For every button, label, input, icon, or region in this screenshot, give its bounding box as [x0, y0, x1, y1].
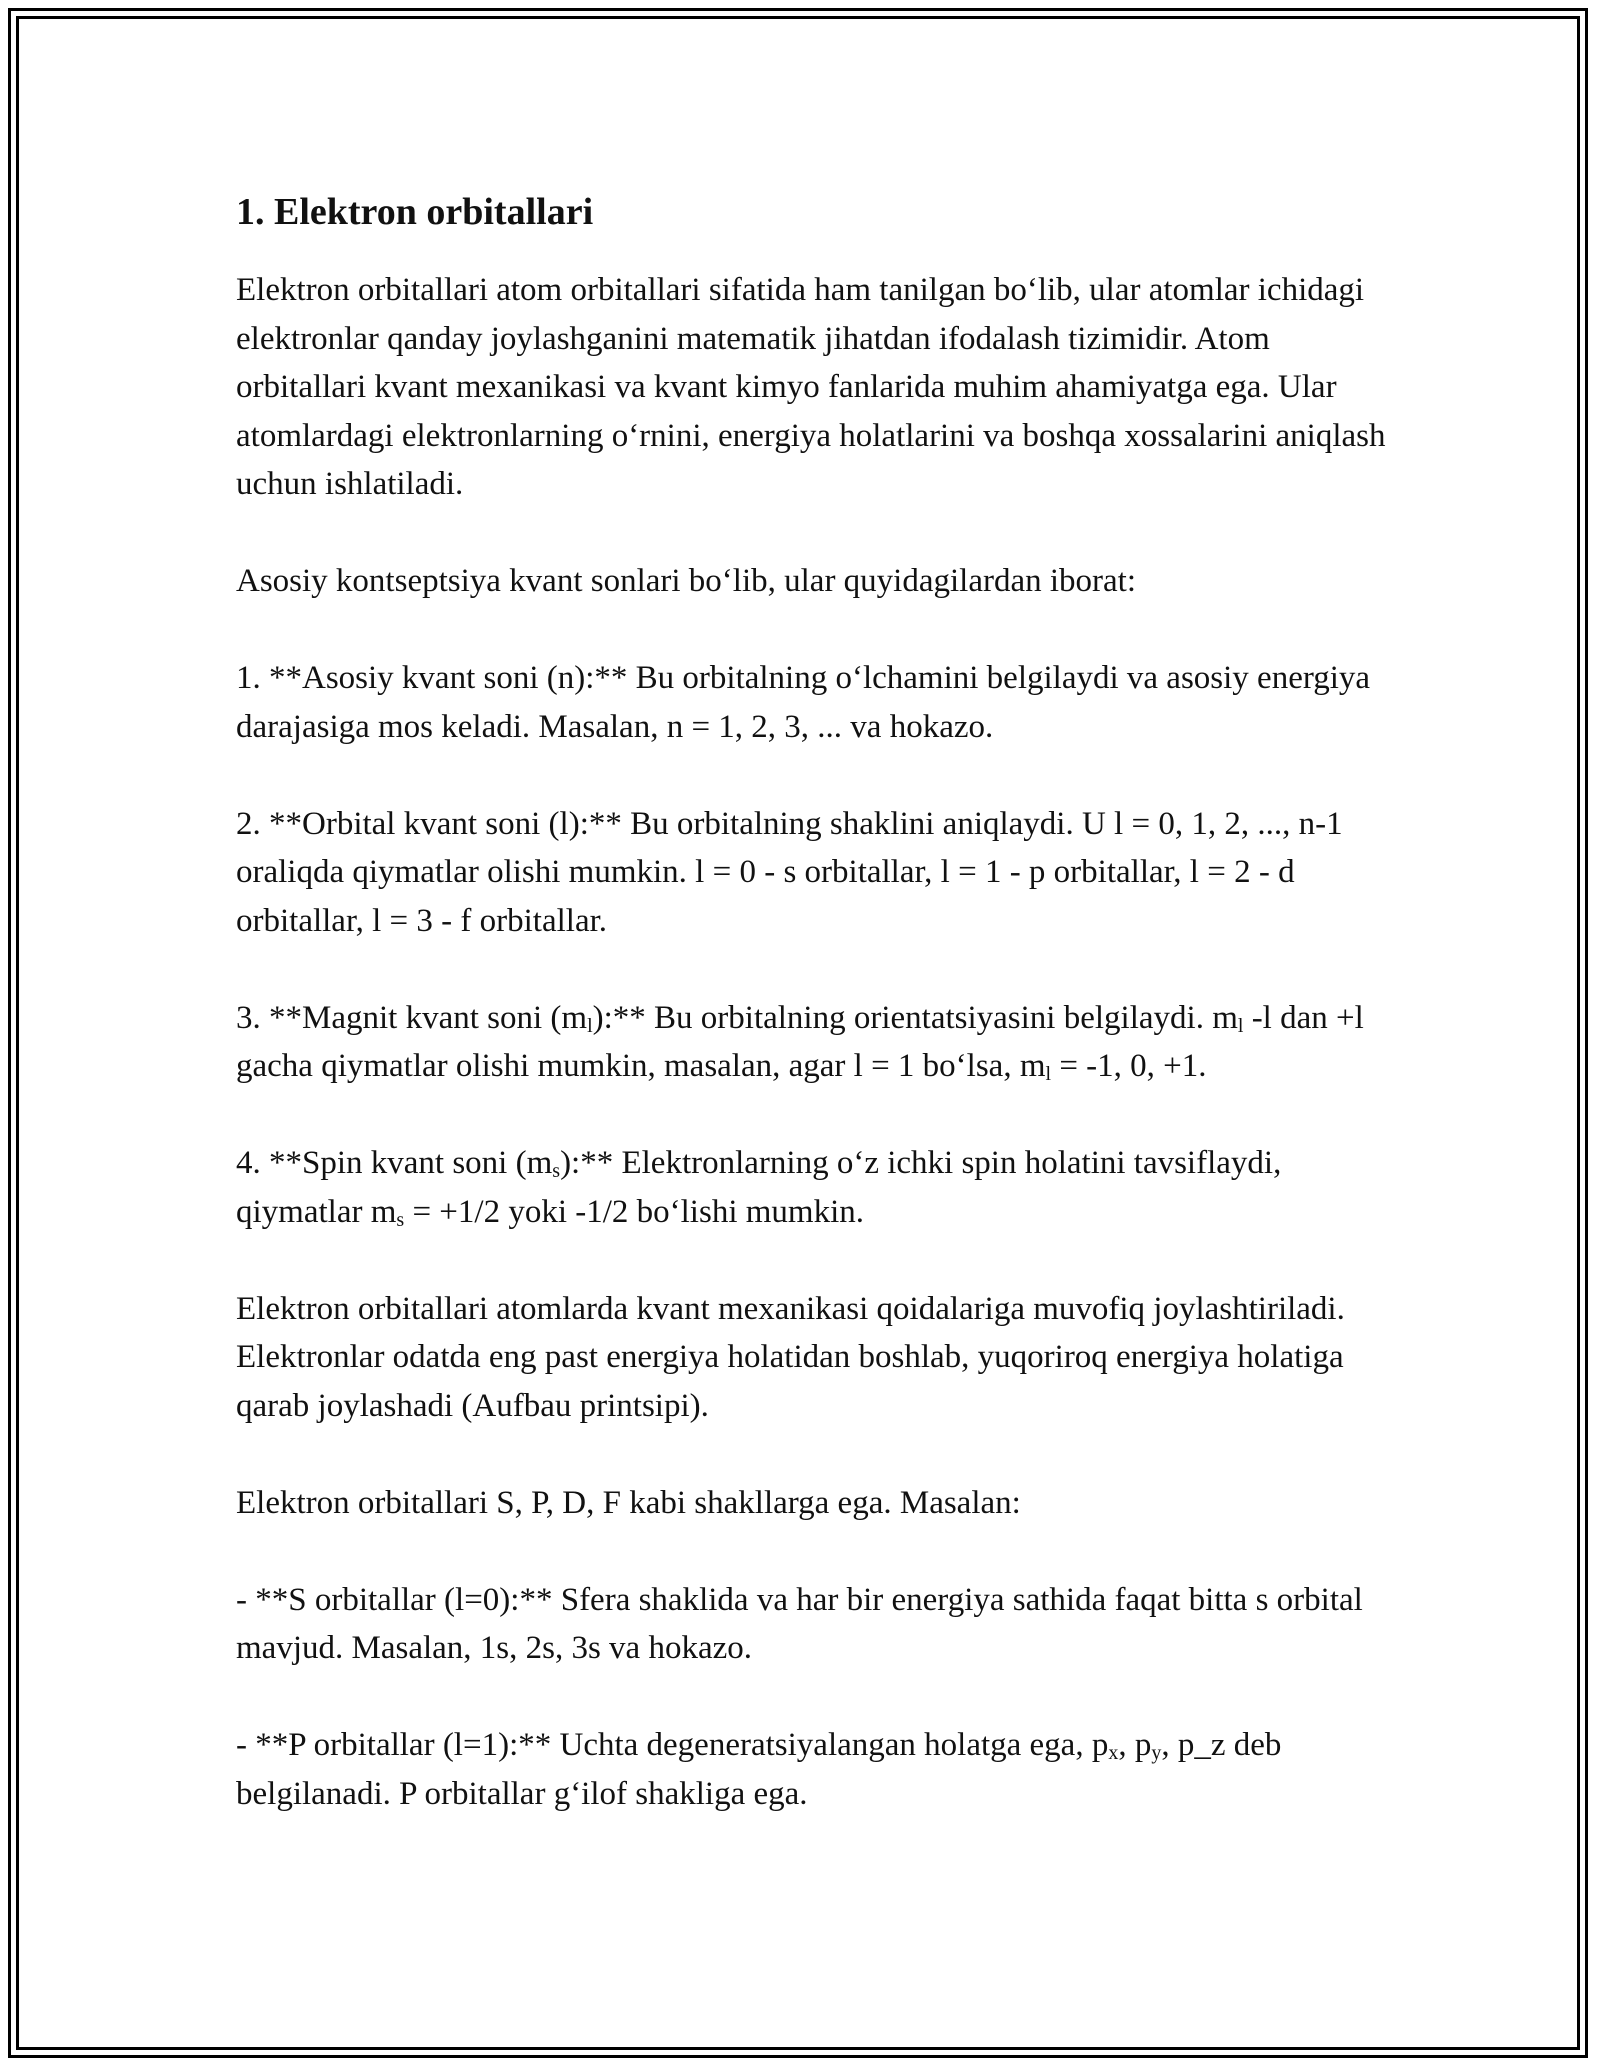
subscript: y	[1151, 1742, 1162, 1764]
list-item-spin	[236, 1139, 1386, 1236]
text-run: ):** Elektronlarning o‘z ichki spin holatini tavsiflaydi, qiymatlar m	[236, 1145, 1282, 1230]
text-run: , p	[1118, 1727, 1152, 1763]
text-run: ):** Bu orbitalning orientatsiyasini belgilaydi. m	[592, 999, 1238, 1036]
text-run: = -1, 0, +1.	[1051, 1048, 1207, 1084]
subscript: l	[1237, 1014, 1244, 1037]
subscript: l	[1045, 1063, 1052, 1085]
shapes-intro: Elektron orbitallari S, P, D, F kabi shakllarga ega. Masalan:	[236, 1484, 1021, 1521]
document-body	[236, 186, 1386, 1867]
text-run: -l dan +l gacha qiymatlar olishi mumkin, masalan, agar l = 1 bo‘lsa, m	[236, 999, 1364, 1084]
text-run: - **P orbitallar (l=1):** Uchta degeneratsiyalangan holatga ega, p	[236, 1727, 1109, 1763]
subscript: s	[552, 1160, 561, 1182]
text-run: 3. **Magnit kvant soni (m	[236, 999, 588, 1036]
subscript: l	[587, 1014, 593, 1037]
aufbau-paragraph: Elektron orbitallari atomlarda kvant mexanikasi qoidalariga muvofiq joylashtiriladi. Elektronlar odatda eng past energiya holatidan boshlab, yuqoriroq energiya holatiga qarab joylashadi (Aufbau printsipi).	[236, 1290, 1345, 1424]
subscript: x	[1108, 1742, 1119, 1764]
quantum-numbers-intro: Asosiy kontseptsiya kvant sonlari bo‘lib, ular quyidagilardan iborat:	[236, 563, 1137, 599]
list-item-magnetic	[236, 994, 1386, 1091]
list-item-principal: 1. **Asosiy kvant soni (n):** Bu orbitalning o‘lchamini belgilaydi va asosiy energiya darajasiga mos keladi. Masalan, n = 1, 2, 3, ... va hokazo.	[236, 660, 1371, 745]
list-item-orbital: 2. **Orbital kvant soni (l):** Bu orbitalning shaklini aniqlaydi. U l = 0, 1, 2, ..., n-1 oraliqda qiymatlar olishi mumkin. l = 0 - s orbitallar, l = 1 - p orbitallar, l = 2 - d orbitallar, l = 3 - f orbitallar.	[236, 805, 1343, 939]
intro-paragraph: Elektron orbitallari atom orbitallari sifatida ham tanilgan bo‘lib, ular atomlar ichidagi elektronlar qanday joylashganini matematik jihatdan ifodalash tizimidir. Atom orbitallari kvant mexanikasi va kvant kimyo fanlarida muhim ahamiyatga ega. Ular atomlardagi elektronlarning o‘rnini, energiya holatlarini va boshqa xossalarini aniqlash uchun ishlatiladi.	[236, 272, 1386, 502]
bullet-p-orbitals	[236, 1721, 1386, 1818]
subscript: s	[396, 1208, 405, 1231]
section-heading: 1. Elektron orbitallari	[236, 191, 594, 233]
text-run: 4. **Spin kvant soni (m	[236, 1145, 553, 1181]
text-run: = +1/2 yoki -1/2 bo‘lishi mumkin.	[404, 1193, 864, 1230]
bullet-s-orbitals: - **S orbitallar (l=0):** Sfera shaklida va har bir energiya sathida faqat bitta s orbital mavjud. Masalan, 1s, 2s, 3s va hokazo.	[236, 1581, 1363, 1666]
text-run: , p_z deb belgilanadi. P orbitallar g‘ilof shakliga ega.	[236, 1727, 1282, 1812]
